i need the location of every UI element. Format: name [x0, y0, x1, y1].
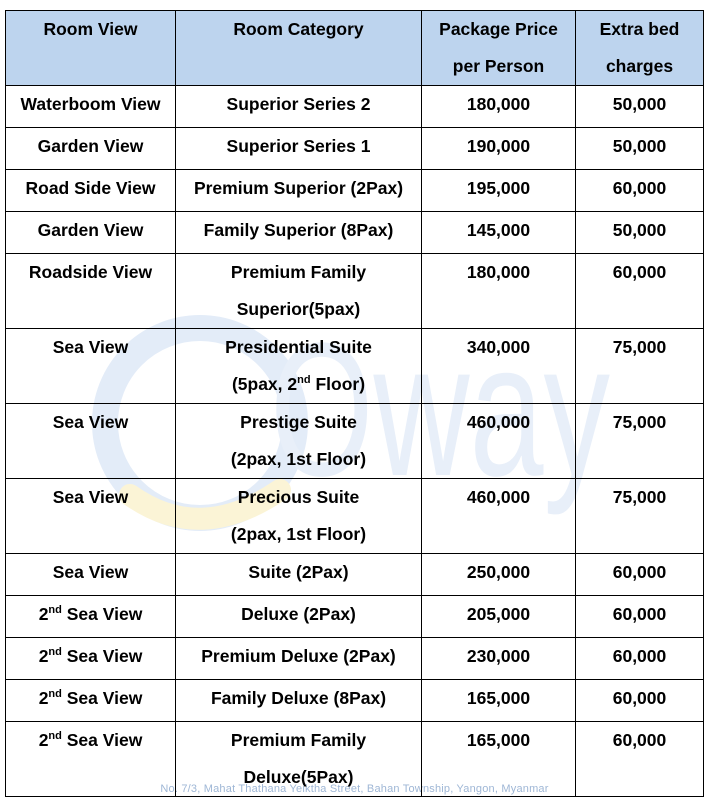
header-extra-bed: [576, 11, 704, 86]
cell-room-category: Premium Superior (2Pax): [176, 170, 422, 212]
table-row: [6, 212, 704, 254]
table-row: [6, 170, 704, 212]
header-room-category: Room Category: [176, 11, 422, 86]
cell-price: 205,000: [422, 596, 576, 638]
cell-price: 230,000: [422, 638, 576, 680]
cell-price: 180,000: [422, 254, 576, 329]
table-row: [6, 596, 704, 638]
cell-price: 180,000: [422, 86, 576, 128]
cell-room-view: 2nd Sea View: [6, 638, 176, 680]
cell-room-category: Precious Suite (2pax, 1st Floor): [176, 479, 422, 554]
cell-price: 460,000: [422, 404, 576, 479]
cell-price: 190,000: [422, 128, 576, 170]
cell-room-view: Sea View: [6, 554, 176, 596]
cell-room-view: Garden View: [6, 212, 176, 254]
cell-room-view: Garden View: [6, 128, 176, 170]
cell-extra-bed: 60,000: [576, 254, 704, 329]
cell-room-view: Sea View: [6, 404, 176, 479]
table-row: [6, 86, 704, 128]
cell-room-view: Sea View: [6, 479, 176, 554]
footer-address: No. 7/3, Mahat Thathana Yeiktha Street, Bahan Township, Yangon, Myanmar: [160, 783, 549, 795]
cell-price: 340,000: [422, 329, 576, 404]
cell-room-category: Premium Family Deluxe(5Pax): [176, 722, 422, 797]
table-row: [6, 329, 704, 404]
table-row: [6, 722, 704, 797]
cell-price: 145,000: [422, 212, 576, 254]
table-row: [6, 638, 704, 680]
table-row: [6, 479, 704, 554]
cell-extra-bed: 50,000: [576, 212, 704, 254]
cell-room-category: Family Superior (8Pax): [176, 212, 422, 254]
cell-room-category: Deluxe (2Pax): [176, 596, 422, 638]
room-pricing-table: [5, 10, 704, 797]
cell-room-category: Family Deluxe (8Pax): [176, 680, 422, 722]
table-row: [6, 680, 704, 722]
cell-room-category: Suite (2Pax): [176, 554, 422, 596]
cell-extra-bed: 50,000: [576, 86, 704, 128]
header-package-price: [422, 11, 576, 86]
cell-room-view: 2nd Sea View: [6, 722, 176, 797]
cell-extra-bed: 50,000: [576, 128, 704, 170]
watermark-text: Oway: [270, 304, 610, 516]
cell-room-view: Sea View: [6, 329, 176, 404]
header-extra-bed-text: Extra bed charges: [599, 19, 680, 76]
table-row: [6, 554, 704, 596]
cell-extra-bed: 60,000: [576, 170, 704, 212]
table-row: [6, 254, 704, 329]
cell-room-category: Premium Deluxe (2Pax): [176, 638, 422, 680]
cell-room-view: Road Side View: [6, 170, 176, 212]
cell-extra-bed: 60,000: [576, 638, 704, 680]
cell-extra-bed: 60,000: [576, 722, 704, 797]
cell-extra-bed: 60,000: [576, 554, 704, 596]
cell-room-view: 2nd Sea View: [6, 596, 176, 638]
cell-extra-bed: 75,000: [576, 404, 704, 479]
header-package-price-text: Package Price per Person: [439, 19, 558, 76]
cell-room-category: Prestige Suite (2pax, 1st Floor): [176, 404, 422, 479]
cell-extra-bed: 60,000: [576, 680, 704, 722]
cell-extra-bed: 75,000: [576, 479, 704, 554]
cell-room-view: 2nd Sea View: [6, 680, 176, 722]
table-row: [6, 128, 704, 170]
cell-room-category: Presidential Suite (5pax, 2nd Floor): [176, 329, 422, 404]
cell-price: 165,000: [422, 680, 576, 722]
cell-extra-bed: 75,000: [576, 329, 704, 404]
cell-room-view: Waterboom View: [6, 86, 176, 128]
cell-room-view: Roadside View: [6, 254, 176, 329]
cell-extra-bed: 60,000: [576, 596, 704, 638]
table-row: [6, 404, 704, 479]
cell-room-category: Premium Family Superior(5pax): [176, 254, 422, 329]
header-row: [6, 11, 704, 86]
cell-price: 250,000: [422, 554, 576, 596]
cell-room-category: Superior Series 2: [176, 86, 422, 128]
cell-price: 460,000: [422, 479, 576, 554]
cell-price: 165,000: [422, 722, 576, 797]
cell-room-category: Superior Series 1: [176, 128, 422, 170]
cell-price: 195,000: [422, 170, 576, 212]
header-room-view: Room View: [6, 11, 176, 86]
